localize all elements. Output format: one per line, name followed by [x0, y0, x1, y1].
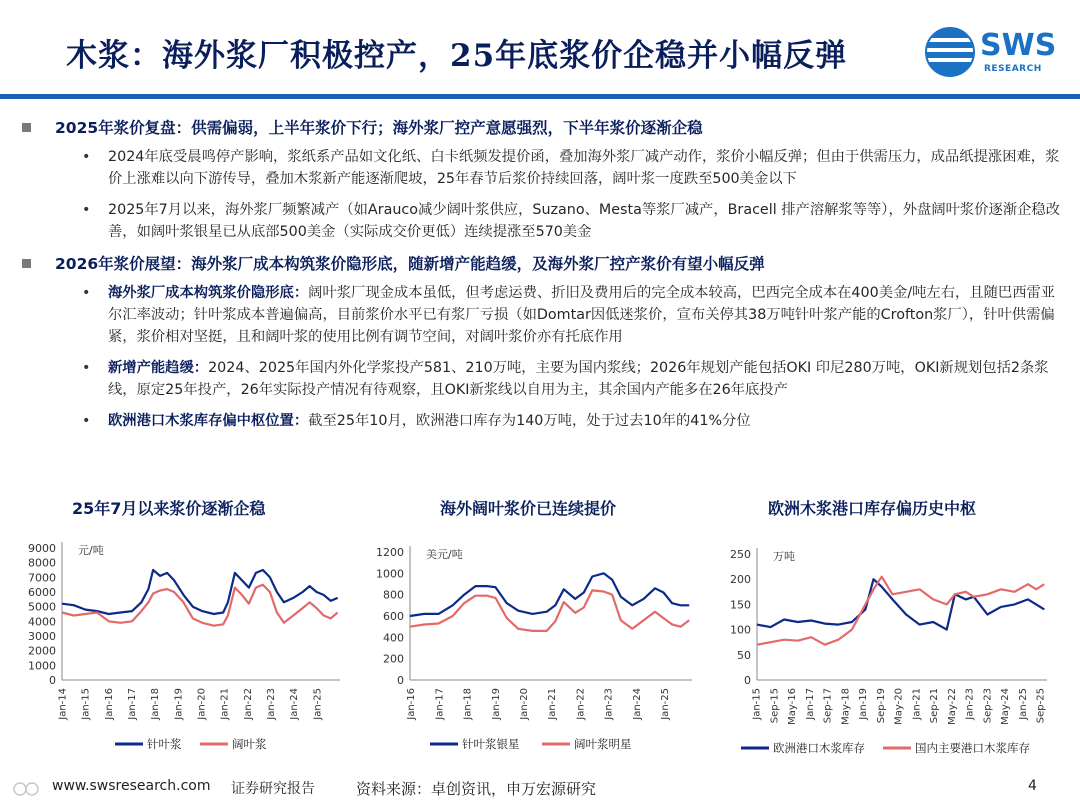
logo-text: SWS [980, 28, 1057, 63]
list-item-text: 2025年7月以来，海外浆厂频繁减产（如Arauco减少阔叶浆供应，Suzano、Mesta等浆厂减产，Bracell 排产溶解浆等等），外盘阔叶浆价逐渐企稳改善，如阔叶浆银星已从底部500美金（实际成交价更低）连续提涨至570美金 [108, 202, 1061, 240]
dot-bullet-icon: • [82, 202, 91, 218]
x-tick-label: Jan-23 [964, 688, 976, 720]
y-tick-label: 5000 [28, 600, 56, 614]
legend-label: 欧洲港口木浆库存 [773, 741, 865, 755]
y-tick-label: 0 [397, 674, 404, 687]
pulp-price-chart [0, 530, 360, 770]
list-item [22, 146, 1062, 190]
logo-subtext: RESEARCH [984, 64, 1042, 74]
x-tick-label: Jan-21 [911, 688, 923, 720]
x-tick-label: Jan-15 [80, 688, 92, 720]
header-divider [0, 94, 1080, 99]
list-item-lead: 欧洲港口木浆库存偏中枢位置： [108, 413, 309, 429]
x-tick-label: Sep-19 [875, 688, 887, 724]
square-bullet-icon [22, 259, 31, 268]
list-item-text: 截至25年10月，欧洲港口库存为140万吨，处于过去10年的41%分位 [308, 413, 751, 429]
footer-source: 资料来源：卓创资讯，申万宏源研究 [356, 780, 597, 798]
y-tick-label: 9000 [28, 542, 56, 555]
x-tick-label: Sep-15 [769, 688, 781, 724]
y-tick-label: 50 [737, 648, 751, 662]
x-tick-label: Jan-25 [660, 688, 672, 720]
x-tick-label: May-16 [787, 688, 799, 725]
footer [0, 772, 1080, 810]
x-tick-label: Jan-21 [219, 688, 231, 720]
x-tick-label: Jan-25 [1017, 688, 1029, 720]
section-heading-text: 2025年浆价复盘：供需偏弱，上半年浆价下行；海外浆厂控产意愿强烈，下半年浆价逐渐企稳 [55, 119, 703, 137]
dot-bullet-icon: • [82, 360, 91, 376]
list-item-text: 2024、2025年国内外化学浆投产581、210万吨，主要为国内浆线；2026年规划产能包括OKI 印尼280万吨，OKI新规划包括2条浆线，原定25年投产，26年实际投产情况有待观察，且OKI新浆线以自用为主，其余国内产能多在26年底投产 [108, 360, 1049, 398]
y-tick-label: 150 [730, 598, 751, 612]
list-item-text: 2024年底受晨鸣停产影响，浆纸系产品如文化纸、白卡纸频发提价函，叠加海外浆厂减产动作，浆价小幅反弹；但由于供需压力，成品纸提涨困难，浆价上涨难以向下游传导，叠加木浆新产能逐渐爬坡，25年春节后浆价持续回落，阔叶浆一度跌至500美金以下 [108, 149, 1060, 187]
y-tick-label: 0 [49, 674, 56, 687]
list-item-text: 阔叶浆厂现金成本虽低，但考虑运费、折旧及费用后的完全成本较高，巴西完全成本在400美金/吨左右，且随巴西雷亚尔汇率波动；针叶浆成本普遍偏高，目前浆价水平已有浆厂亏损（如Domtar因低迷浆价，宣布关停其38万吨针叶浆产能的Crofton浆厂），针叶供需偏紧，浆价相对坚挺，且和阔叶浆的使用比例有调节空间，对阔叶浆价亦有托底作用 [108, 285, 1056, 345]
y-tick-label: 1000 [28, 659, 56, 673]
section-heading [22, 116, 1062, 138]
series-line-1 [757, 579, 1044, 629]
x-tick-label: Sep-23 [982, 688, 994, 724]
x-tick-label: May-18 [840, 688, 852, 725]
x-tick-label: May-24 [1000, 688, 1012, 725]
x-tick-label: Jan-22 [242, 688, 254, 720]
y-unit-label: 元/吨 [78, 544, 104, 557]
series-line-1 [62, 570, 338, 614]
list-item-lead: 海外浆厂成本构筑浆价隐形底： [108, 285, 309, 301]
y-tick-label: 0 [744, 674, 751, 687]
x-tick-label: Jan-16 [103, 688, 115, 720]
series-line-2 [62, 585, 338, 626]
y-tick-label: 250 [730, 548, 751, 561]
chart-title-2: 海外阔叶浆价已连续提价 [440, 499, 617, 518]
y-tick-label: 7000 [28, 571, 56, 585]
x-tick-label: Jan-15 [751, 688, 763, 720]
page-number: 4 [1028, 778, 1037, 794]
y-tick-label: 8000 [28, 556, 56, 570]
x-tick-label: Jan-18 [462, 688, 474, 720]
square-bullet-icon [22, 123, 31, 132]
chart-title-3: 欧洲木浆港口库存偏历史中枢 [768, 499, 977, 518]
y-tick-label: 200 [730, 573, 751, 587]
page-title: 木浆：海外浆厂积极控产，25年底浆价企稳并小幅反弹 [66, 38, 848, 74]
x-tick-label: Jan-23 [603, 688, 615, 720]
brand-mark-icon [12, 780, 42, 798]
port-inventory-chart [705, 530, 1080, 770]
bullet-list [22, 116, 1062, 441]
legend-label: 针叶浆 [147, 737, 182, 751]
y-tick-label: 400 [383, 631, 404, 645]
y-tick-label: 1200 [376, 546, 404, 559]
y-tick-label: 6000 [28, 586, 56, 599]
x-tick-label: Jan-19 [173, 688, 185, 720]
x-tick-label: Jan-19 [490, 688, 502, 720]
list-item [22, 410, 1062, 432]
x-tick-label: Jan-17 [434, 688, 446, 720]
chart-title-1: 25年7月以来浆价逐渐企稳 [72, 499, 266, 518]
x-tick-label: Jan-25 [312, 688, 324, 720]
legend-label: 阔叶浆明星 [574, 737, 632, 751]
x-tick-label: Sep-25 [1035, 688, 1047, 724]
y-unit-label: 万吨 [773, 550, 795, 563]
series-line-2 [757, 577, 1044, 645]
x-tick-label: May-22 [946, 688, 958, 725]
dot-bullet-icon: • [82, 285, 91, 301]
dot-bullet-icon: • [82, 149, 91, 165]
y-tick-label: 200 [383, 652, 404, 666]
footer-url-link[interactable]: www.swsresearch.com [52, 778, 211, 794]
x-tick-label: Jan-17 [126, 688, 138, 720]
y-tick-label: 100 [730, 623, 751, 637]
x-tick-label: Jan-21 [547, 688, 559, 720]
globe-icon [924, 26, 976, 78]
x-tick-label: Jan-14 [57, 688, 69, 720]
x-tick-label: Jan-24 [289, 688, 301, 720]
footer-report-label: 证券研究报告 [231, 781, 315, 797]
x-tick-label: Jan-20 [519, 688, 531, 720]
legend-label: 针叶浆银星 [462, 737, 520, 751]
x-tick-label: Sep-21 [929, 688, 941, 724]
list-item [22, 199, 1062, 243]
x-tick-label: Jan-23 [265, 688, 277, 720]
x-tick-label: Jan-19 [858, 688, 870, 720]
sws-logo [924, 26, 1064, 80]
series-line-1 [410, 573, 689, 616]
y-tick-label: 3000 [28, 630, 56, 643]
y-tick-label: 800 [383, 588, 404, 602]
list-item-lead: 新增产能趋缓： [108, 360, 209, 376]
section-heading-text: 2026年浆价展望：海外浆厂成本构筑浆价隐形底，随新增产能趋缓，及海外浆厂控产浆价有望小幅反弹 [55, 255, 765, 273]
x-tick-label: Jan-20 [196, 688, 208, 720]
y-tick-label: 1000 [376, 567, 404, 581]
x-tick-label: Jan-24 [631, 688, 643, 720]
dot-bullet-icon: • [82, 413, 91, 429]
hardwood-pulp-chart [360, 530, 705, 770]
x-tick-label: Jan-18 [150, 688, 162, 720]
x-tick-label: Jan-22 [575, 688, 587, 720]
x-tick-label: Jan-16 [406, 688, 418, 720]
y-tick-label: 600 [383, 610, 404, 623]
x-tick-label: Jan-17 [804, 688, 816, 720]
list-item [22, 357, 1062, 401]
y-tick-label: 4000 [28, 615, 56, 629]
list-item [22, 282, 1062, 348]
y-unit-label: 美元/吨 [426, 548, 463, 561]
legend-label: 阔叶浆 [232, 737, 267, 751]
legend-label: 国内主要港口木浆库存 [915, 741, 1030, 755]
y-tick-label: 2000 [28, 644, 56, 658]
x-tick-label: Sep-17 [822, 688, 834, 724]
section-heading [22, 252, 1062, 274]
x-tick-label: May-20 [893, 688, 905, 725]
